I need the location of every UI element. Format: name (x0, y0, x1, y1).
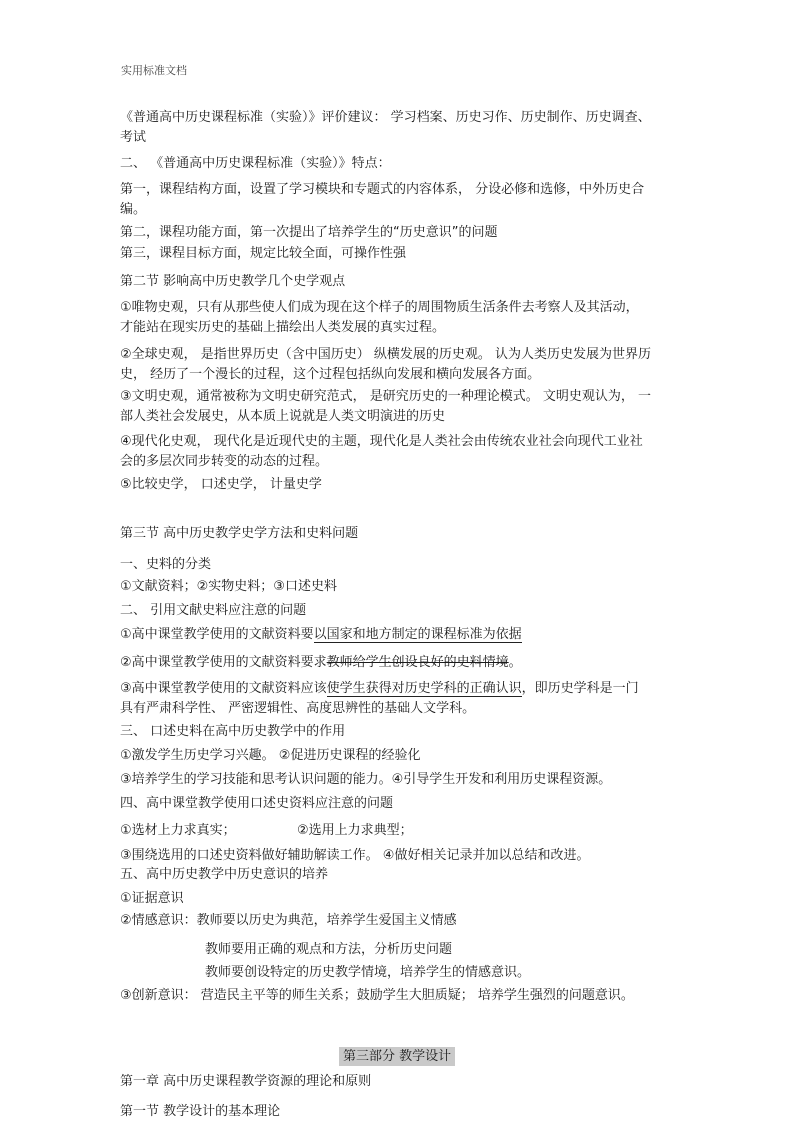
literature-note-3-line2: 具有严肃科学性、 严密逻辑性、高度思辨性的基础人文学科。 (120, 701, 476, 716)
page-header: 实用标准文档 (121, 64, 187, 77)
section-methods-title: 第三节 高中历史教学史学方法和史料问题 (120, 526, 359, 541)
view-3-line2: 部人类社会发展史，从本质上说就是人类文明演进的历史 (120, 409, 446, 424)
literature-note-1 (120, 626, 522, 643)
note-2-text: ②高中课堂教学使用的文献资料要求 (120, 655, 327, 670)
awareness-emotion: ②情感意识：教师要以历史为典范，培养学生爱国主义情感 (120, 913, 457, 928)
eval-suggestion-line1: 《普通高中历史课程标准（实验）》评价建议： 学习档案、历史习作、历史制作、历史调查、 (120, 110, 651, 125)
literature-note-2 (120, 654, 522, 671)
view-1-line1: ①唯物史观，只有从那些使人们成为现在这个样子的周围物质生活条件去考察人及其活动， (120, 300, 639, 315)
view-2-line1: ②全球史观， 是指世界历史（含中国历史） 纵横发展的历史观。 认为人类历史发展为世界历 (120, 347, 652, 362)
note-3-rest: ，即历史学科是一门 (521, 681, 639, 696)
part3-title: 第三部分 教学设计 (339, 1047, 455, 1066)
awareness-evidence: ①证据意识 (120, 891, 184, 906)
oral-notes-line2: ③围绕选用的口述史资料做好辅助解读工作。 ④做好相关记录并加以总结和改进。 (120, 848, 590, 863)
chapter1-title: 第一章 高中历史课程教学资源的理论和原则 (120, 1074, 372, 1089)
note-3-underlined: 使学生获得对历史学科的正确认识 (326, 681, 522, 696)
oral-role-line1: ①激发学生历史学习兴趣。 ②促进历史课程的经验化 (120, 748, 421, 763)
literature-notes-title: 二、 引用文献史料应注意的问题 (120, 603, 307, 618)
oral-notes-title: 四、高中课堂教学使用口述史资料应注意的问题 (120, 796, 394, 811)
oral-notes-line1b: ②选用上力求典型； (297, 823, 413, 838)
note-2-end: 。 (508, 655, 522, 670)
source-classification-items: ①文献资料；②实物史料；③口述史料 (120, 579, 337, 594)
section1-title: 第一节 教学设计的基本理论 (120, 1104, 281, 1119)
section2-title: 二、 《普通高中历史课程标准（实验）》特点： (120, 156, 391, 171)
history-awareness-title: 五、高中历史教学中历史意识的培养 (120, 867, 329, 882)
feature-2: 第二，课程功能方面，第一次提出了培养学生的“历史意识”的问题 (120, 225, 498, 240)
view-4-line2: 会的多层次同步转变的动态的过程。 (120, 454, 329, 469)
note-1-text: ①高中课堂教学使用的文献资料要 (120, 627, 314, 642)
source-classification-title: 一、史料的分类 (120, 557, 212, 572)
note-2-struck: 教师给学生创设良好的史料情境 (326, 655, 509, 670)
view-1-line2: 才能站在现实历史的基础上描绘出人类发展的真实过程。 (120, 320, 446, 335)
awareness-emotion-sub1: 教师要用正确的观点和方法，分析历史问题 (205, 942, 453, 957)
section-views-title: 第二节 影响高中历史教学几个史学观点 (120, 274, 346, 289)
view-3-line1: ③文明史观，通常被称为文明史研究范式， 是研究历史的一种理论模式。 文明史观认为， 一 (120, 389, 652, 404)
awareness-innovation: ③创新意识： 营造民主平等的师生关系；鼓励学生大胆质疑； 培养学生强烈的问题意识。 (120, 988, 634, 1003)
oral-role-title: 三、 口述史料在高中历史教学中的作用 (120, 724, 346, 739)
note-3-text: ③高中课堂教学使用的文献资料应该 (120, 681, 327, 696)
feature-3: 第三，课程目标方面，规定比较全面，可操作性强 (120, 246, 407, 261)
oral-role-line2: ③培养学生的学习技能和思考认识问题的能力。④引导学生开发和利用历史课程资源。 (120, 772, 612, 787)
feature-1-line2: 编。 (120, 202, 147, 217)
oral-notes-line1a: ①选材上力求真实； (120, 823, 236, 838)
literature-note-3-line1 (120, 680, 639, 697)
eval-suggestion-line2: 考试 (120, 130, 147, 145)
awareness-emotion-sub2: 教师要创设特定的历史教学情境，培养学生的情感意识。 (205, 965, 531, 980)
note-1-underlined: 以国家和地方制定的课程标准为依据 (313, 627, 522, 642)
view-2-line2: 史， 经历了一个漫长的过程，这个过程包括纵向发展和横向发展各方面。 (120, 367, 541, 382)
feature-1-line1: 第一，课程结构方面，设置了学习模块和专题式的内容体系， 分设必修和选修，中外历史合 (120, 182, 645, 197)
view-4-line1: ④现代化史观， 现代化是近现代史的主题，现代化是人类社会由传统农业社会向现代工业社 (120, 434, 643, 449)
view-5: ⑤比较史学， 口述史学， 计量史学 (120, 477, 322, 492)
